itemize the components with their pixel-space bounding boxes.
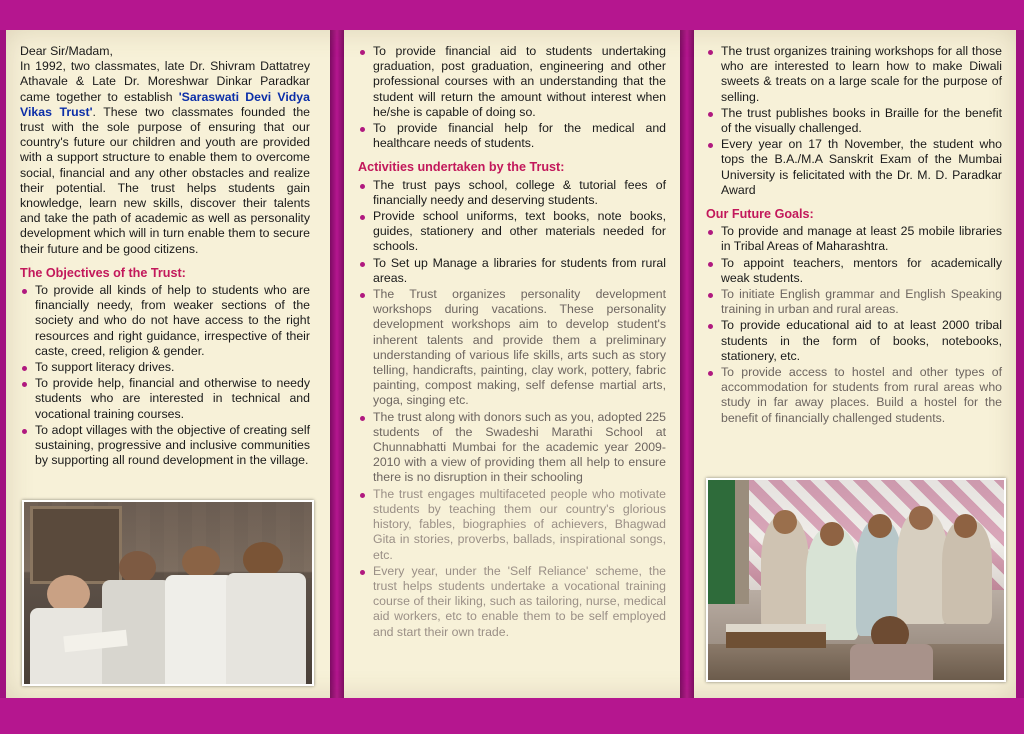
column-two — [358, 44, 666, 641]
photo2-door — [708, 480, 735, 604]
objectives-heading: The Objectives of the Trust: — [20, 265, 186, 280]
column3-top-list — [706, 44, 1002, 198]
list-item: To provide and manage at least 25 mobile libraries in Tribal Areas of Maharashtra. — [706, 224, 1002, 254]
list-item: The trust along with donors such as you, adopted 225 students of the Swadeshi Marathi School at Chunnabhatti Mumbai for the academic year 2009-2010 with a view of providing them all help to ensure there is no disruption in their schooling — [358, 410, 666, 486]
list-item: The Trust organizes personality development workshops during vacations. These personality development workshops aim to develop student's inherent talents and provide them a preliminary understanding of various life skills, arts such as story telling, handicrafts, painting, clay work, pottery, fabric painting, compost making, self defense martial arts, yoga, singing etc. — [358, 287, 666, 409]
photo1-person4-head — [243, 542, 283, 577]
list-item: The trust pays school, college & tutorial fees of financially needy and deserving students. — [358, 178, 666, 208]
list-item: To provide financial help for the medical and healthcare needs of students. — [358, 121, 666, 151]
photo1-person4-body — [226, 573, 307, 686]
photo2-person5-head — [954, 514, 978, 538]
future-goals-list — [706, 224, 1002, 426]
column-three — [706, 44, 1002, 427]
activities-list — [358, 178, 666, 640]
award-ceremony-photo — [22, 500, 314, 686]
fold-divider-right — [680, 0, 694, 734]
list-item: Provide school uniforms, text books, note books, guides, stationery and other materials needed for schools. — [358, 209, 666, 255]
photo2-person1-head — [773, 510, 797, 534]
list-item: The trust publishes books in Braille for the benefit of the visually challenged. — [706, 106, 1002, 136]
column2-top-list — [358, 44, 666, 151]
photo1-person3-head — [182, 546, 219, 579]
photo2-person2-head — [820, 522, 844, 546]
bottom-magenta-band — [0, 698, 1024, 734]
intro-paragraph — [20, 59, 310, 257]
column-one — [20, 44, 310, 469]
top-magenta-band — [0, 0, 1024, 30]
list-item: To initiate English grammar and English Speaking training in urban and rural areas. — [706, 287, 1002, 317]
salutation: Dear Sir/Madam, — [20, 44, 113, 58]
intro-text-after: . These two classmates founded the trust with the sole purpose of ensuring that our country's future our children and youth are provided with a support structure to enable them to overcome social, financial and any other obstacles and realize their potential. The trust helps students gain knowledge, learn new skills, discover their talents and take the path of academic as well as personality development which will in turn enable them to secure their future and be good citizens. — [20, 104, 310, 256]
photo2-door-frame — [735, 480, 750, 604]
list-item: To adopt villages with the objective of creating self sustaining, progressive and inclusive communities by supporting all round development in the village. — [20, 423, 310, 469]
list-item: The trust organizes training workshops for all those who are interested to learn how to make Diwali sweets & treats on a large scale for the purpose of selling. — [706, 44, 1002, 105]
activities-heading: Activities undertaken by the Trust: — [358, 160, 565, 175]
list-item: To provide financial aid to students undertaking graduation, post graduation, engineering and other professional courses with an understanding that the student will return the amount without interest when he/she is capable of doing so. — [358, 44, 666, 120]
list-item: To provide access to hostel and other types of accommodation for students from rural areas who study in far away places. Build a hostel for the benefit of financially challenged students. — [706, 365, 1002, 426]
list-item: To Set up Manage a libraries for students from rural areas. — [358, 256, 666, 286]
list-item: To provide all kinds of help to students who are financially needy, from weaker sections of the society and who do not have access to the right resources and right guidance, irrespective of their caste, creed, religion & gender. — [20, 283, 310, 359]
trust-name: 'Saraswati Devi Vidya Vikas Trust' — [20, 89, 310, 119]
list-item: To provide help, financial and otherwise to needy students who are interested in technical and vocational training courses. — [20, 376, 310, 422]
photo1-person3-body — [165, 575, 234, 686]
photo2-tablecloth — [726, 624, 827, 632]
photo2-foreground-body — [850, 644, 933, 682]
fold-divider-left — [330, 0, 344, 734]
list-item: To provide educational aid to at least 2000 tribal students in the form of books, notebooks, stationery, etc. — [706, 318, 1002, 364]
photo2-person4-head — [909, 506, 933, 530]
photo1-person2-head — [119, 551, 156, 584]
photo2-person3-head — [868, 514, 892, 538]
future-goals-heading: Our Future Goals: — [706, 207, 814, 222]
list-item: Every year, under the 'Self Reliance' scheme, the trust helps students undertake a vocational training course of their liking, such as tailoring, nurse, medical aid workers, etc to enable them to be self employed and start their own trade. — [358, 564, 666, 640]
intro-text-before: In 1992, two classmates, late Dr. Shivram Dattatrey Athavale & Late Dr. Moreshwar Dinkar Paradkar came together to establish — [20, 59, 310, 104]
list-item: The trust engages multifaceted people who motivate students by teaching them our country's glorious history, fables, biographies of achievers, Bhagwad Gita in stories, proverbs, ballads, inspirational songs, etc. — [358, 487, 666, 563]
women-gathering-photo — [706, 478, 1006, 682]
objectives-list — [20, 283, 310, 468]
list-item: Every year on 17 th November, the student who tops the B.A./M.A Sanskrit Exam of the Mumbai University is felicitated with the Dr. M. D. Paradkar Award — [706, 137, 1002, 198]
list-item: To support literacy drives. — [20, 360, 310, 375]
list-item: To appoint teachers, mentors for academically weak students. — [706, 256, 1002, 286]
photo1-wall-panel — [30, 506, 122, 585]
